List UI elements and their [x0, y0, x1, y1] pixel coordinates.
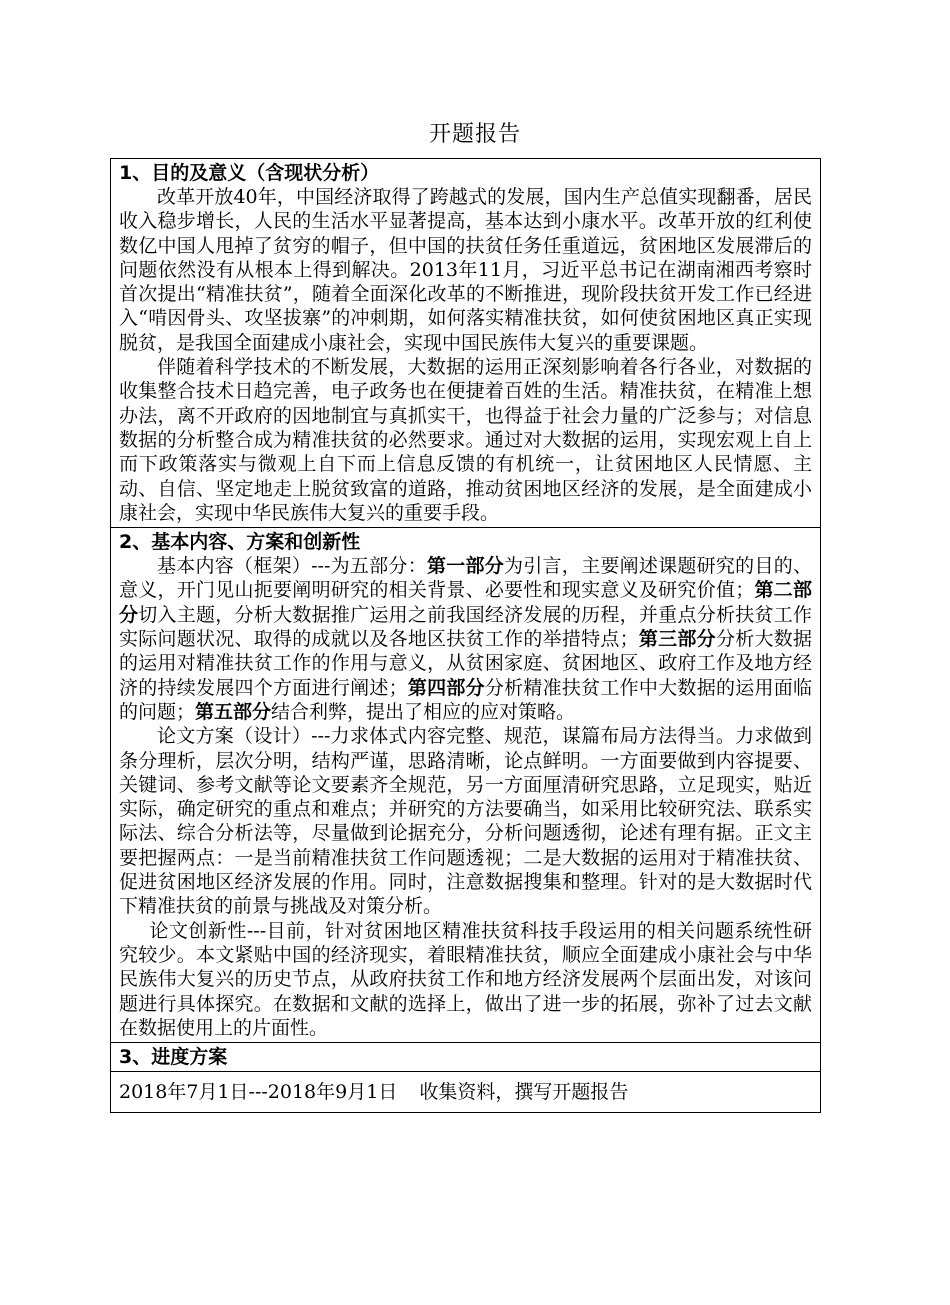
- report-table: [110, 158, 821, 1113]
- paragraph: 改革开放40年，中国经济取得了跨越式的发展，国内生产总值实现翻番，居民收入稳步增长，人民的生活水平显著提高，基本达到小康水平。改革开放的红利使数亿中国人甩掉了贫穷的帽子，但中国的扶贫任务任重道远，贫困地区发展滞后的问题依然没有从根本上得到解决。2013年11月，习近平总书记在湖南湘西考察时首次提出“精准扶贫”，随着全面深化改革的不断推进，现阶段扶贫开发工作已经进入“啃因骨头、攻坚拔寨”的冲刺期，如何落实精准扶贫，如何使贫困地区真正实现脱贫，是我国全面建成小康社会，实现中国民族伟大复兴的重要课题。: [119, 186, 812, 354]
- part-label: 第三部分: [638, 628, 716, 651]
- section-content: [111, 527, 820, 1042]
- part-text: 分析精准扶贫工作中大数据的运用面临的问题；: [119, 676, 812, 723]
- schedule-row: [119, 1074, 812, 1110]
- section-heading: 3、进度方案: [119, 1046, 228, 1069]
- schedule-cell: [111, 1071, 820, 1112]
- section-heading: 1、目的及意义（含现状分析）: [119, 162, 380, 184]
- framework-paragraph: [119, 554, 812, 724]
- plan-paragraph: 论文方案（设计）---力求体式内容完整、规范，谋篇布局方法得当。力求做到条分理析，层次分明，结构严谨，思路清晰，论点鲜明。一方面要做到内容提要、关键词、参考文献等论文要素齐全规范，另一方面厘清研究思路，立足现实，贴近实际，确定研究的重点和难点；并研究的方法要确当，如采用比较研究法、联系实际法、综合分析法等，尽量做到论据充分，分析问题透彻，论述有理有据。正文主要把握两点：一是当前精准扶贫工作问题透视；二是大数据的运用对于精准扶贫、促进贫困地区经济发展的作用。同时，注意数据搜集和整理。针对的是大数据时代下精准扶贫的前景与挑战及对策分析。: [119, 725, 812, 918]
- part-label: 第一部分: [426, 555, 505, 578]
- part-label: 第四部分: [407, 676, 485, 699]
- paragraph: 伴随着科学技术的不断发展，大数据的运用正深刻影响着各行各业，对数据的收集整合技术日趋完善，电子政务也在便捷着百姓的生活。精准扶贫，在精准上想办法，离不开政府的因地制宜与真抓实干，也得益于社会力量的广泛参与；对信息数据的分析整合成为精准扶贫的必然要求。通过对大数据的运用，实现宏观上自上而下政策落实与微观上自下而上信息反馈的有机统一，让贫困地区人民情愿、主动、自信、坚定地走上脱贫致富的道路，推动贫困地区经济的发展，是全面建成小康社会，实现中华民族伟大复兴的重要手段。: [119, 356, 812, 524]
- section-heading: 2、基本内容、方案和创新性: [119, 531, 361, 554]
- section-purpose: [111, 159, 820, 527]
- part-text: 为引言，主要阐述课题研究的目的、意义，开门见山扼要阐明研究的相关背景、必要性和现实意义及研究价值；: [119, 555, 812, 602]
- schedule-task: 收集资料，撰写开题报告: [419, 1081, 629, 1104]
- part-text: 切入主题，分析大数据推广运用之前我国经济发展的历程，并重点分析扶贫工作实际问题状况、取得的成就以及各地区扶贫工作的举措特点；: [119, 603, 812, 651]
- schedule-period: 2018年7月1日---2018年9月1日: [119, 1081, 398, 1104]
- framework-intro: 基本内容（框架）---为五部分：: [157, 555, 427, 578]
- section-schedule: [111, 1042, 820, 1071]
- part-label: 第五部分: [195, 700, 272, 723]
- part-text: 分析大数据的运用对精准扶贫工作的作用与意义，从贫困家庭、贫困地区、政府工作及地方经济的持续发展四个方面进行阐述；: [119, 628, 812, 699]
- innovation-paragraph: 论文创新性---目前，针对贫困地区精准扶贫科技手段运用的相关问题系统性研究较少。本文紧贴中国的经济现实，着眼精准扶贫，顺应全面建成小康社会与中华民族伟大复兴的历史节点，从政府扶贫工作和地方经济发展两个层面出发，对该问题进行具体探究。在数据和文献的选择上，做出了进一步的拓展，弥补了过去文献在数据使用上的片面性。: [119, 919, 812, 1039]
- page-title: 开题报告: [428, 122, 521, 147]
- part-text: 结合利弊，提出了相应的应对策略。: [271, 700, 576, 723]
- part-label: 第二部分: [119, 579, 812, 626]
